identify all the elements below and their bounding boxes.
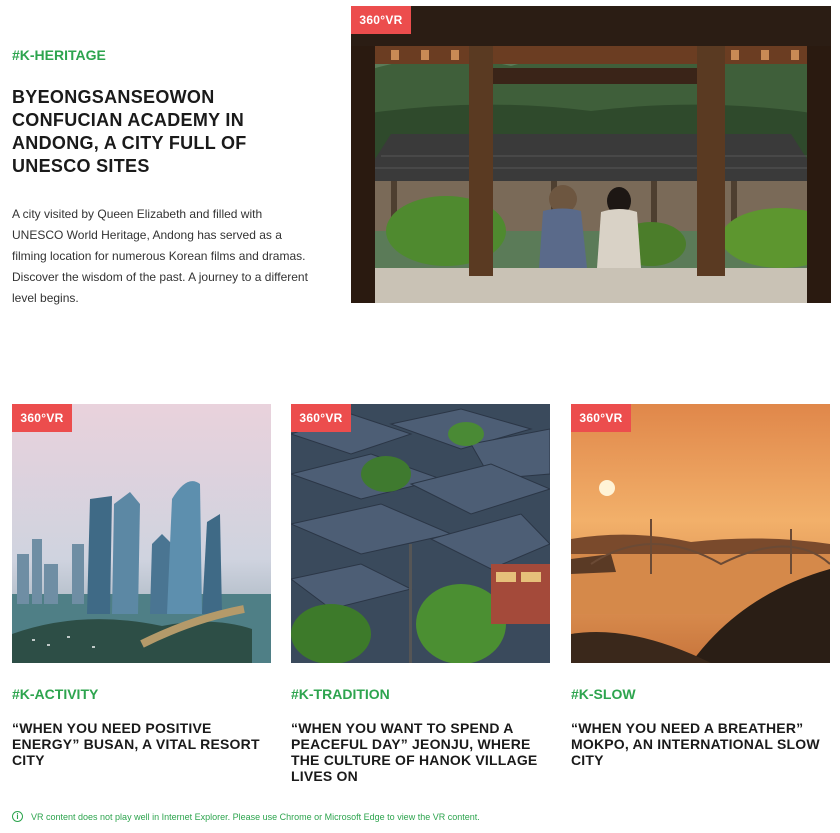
vr-360-badge: 360°VR [571,404,631,432]
card-tag[interactable]: #K-TRADITION [291,686,390,702]
card-title[interactable]: “WHEN YOU WANT TO SPEND A PEACEFUL DAY” JEONJU, WHERE THE CULTURE OF HANOK VILLAGE LIVES ON [291,720,538,784]
featured-tag[interactable]: #K-HERITAGE [12,47,106,63]
card-jeonju[interactable] [291,404,550,784]
card-title[interactable]: “WHEN YOU NEED A BREATHER” MOKPO, AN INTERNATIONAL SLOW CITY [571,720,820,768]
vr-360-badge: 360°VR [291,404,351,432]
info-icon: i [12,811,23,822]
andong-pavilion-illustration [351,6,831,303]
mokpo-sunset-illustration [571,404,830,663]
vr-360-badge: 360°VR [12,404,72,432]
notice-text: VR content does not play well in Internet Explorer. Please use Chrome or Microsoft Edge to view the VR content. [31,811,480,822]
card-title[interactable]: “WHEN YOU NEED POSITIVE ENERGY” BUSAN, A VITAL RESORT CITY [12,720,260,768]
card-busan[interactable] [12,404,271,768]
featured-photo-andong[interactable] [351,6,831,303]
photo-mokpo[interactable] [571,404,830,663]
photo-jeonju[interactable] [291,404,550,663]
card-tag[interactable]: #K-ACTIVITY [12,686,99,702]
busan-skyline-illustration [12,404,271,663]
featured-description: A city visited by Queen Elizabeth and filled with UNESCO World Heritage, Andong has served as a filming location for numerous Korean films and dramas. Discover the wisdom of the past. A journey to a different level begins. [12,207,308,305]
browser-notice [12,811,480,822]
vr-360-badge: 360°VR [351,6,411,34]
card-mokpo[interactable] [571,404,830,768]
jeonju-hanok-illustration [291,404,550,663]
card-tag[interactable]: #K-SLOW [571,686,636,702]
photo-busan[interactable] [12,404,271,663]
featured-title[interactable]: BYEONGSANSEOWON CONFUCIAN ACADEMY IN ANDONG, A CITY FULL OF UNESCO SITES [12,87,247,176]
